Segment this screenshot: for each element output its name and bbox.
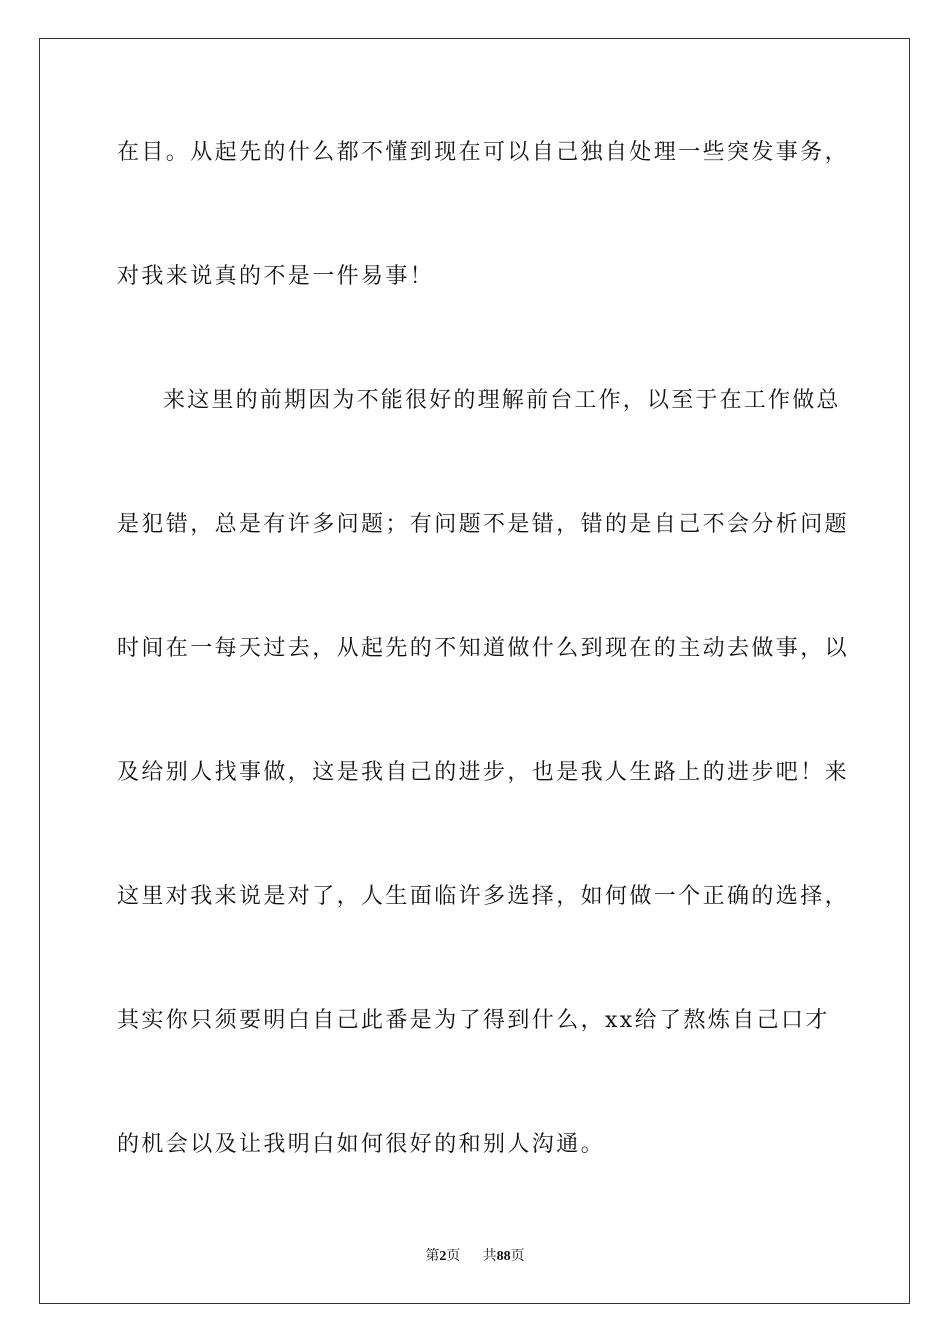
total-label-prefix: 共 [482, 1248, 497, 1264]
body-text-line: 及给别人找事做，这是我自己的进步，也是我人生路上的进步吧！来 [117, 760, 850, 785]
page-frame [39, 38, 910, 1304]
body-text-line: 的机会以及让我明白如何很好的和别人沟通。 [117, 1132, 606, 1157]
body-text-line: 这里对我来说是对了，人生面临许多选择，如何做一个正确的选择， [117, 884, 850, 909]
body-text-line: 其实你只须要明白自己此番是为了得到什么，xx给了熬炼自己口才 [117, 1008, 830, 1033]
body-text-line: 对我来说真的不是一件易事！ [117, 264, 435, 289]
body-text-line: 在目。从起先的什么都不懂到现在可以自己独自处理一些突发事务， [117, 140, 850, 165]
page-label-suffix: 页 [446, 1248, 461, 1264]
body-text-line: 是犯错，总是有许多问题；有问题不是错，错的是自己不会分析问题 [117, 512, 850, 537]
total-pages: 88 [496, 1249, 511, 1264]
body-text-line: 时间在一每天过去，从起先的不知道做什么到现在的主动去做事，以 [117, 636, 850, 661]
page-label-prefix: 第 [425, 1248, 440, 1264]
paragraph-first-line: 来这里的前期因为不能很好的理解前台工作，以至于在工作做总 [163, 388, 841, 413]
page-number: 2 [439, 1249, 447, 1264]
total-label-suffix: 页 [510, 1248, 525, 1264]
page-footer [0, 1247, 950, 1266]
